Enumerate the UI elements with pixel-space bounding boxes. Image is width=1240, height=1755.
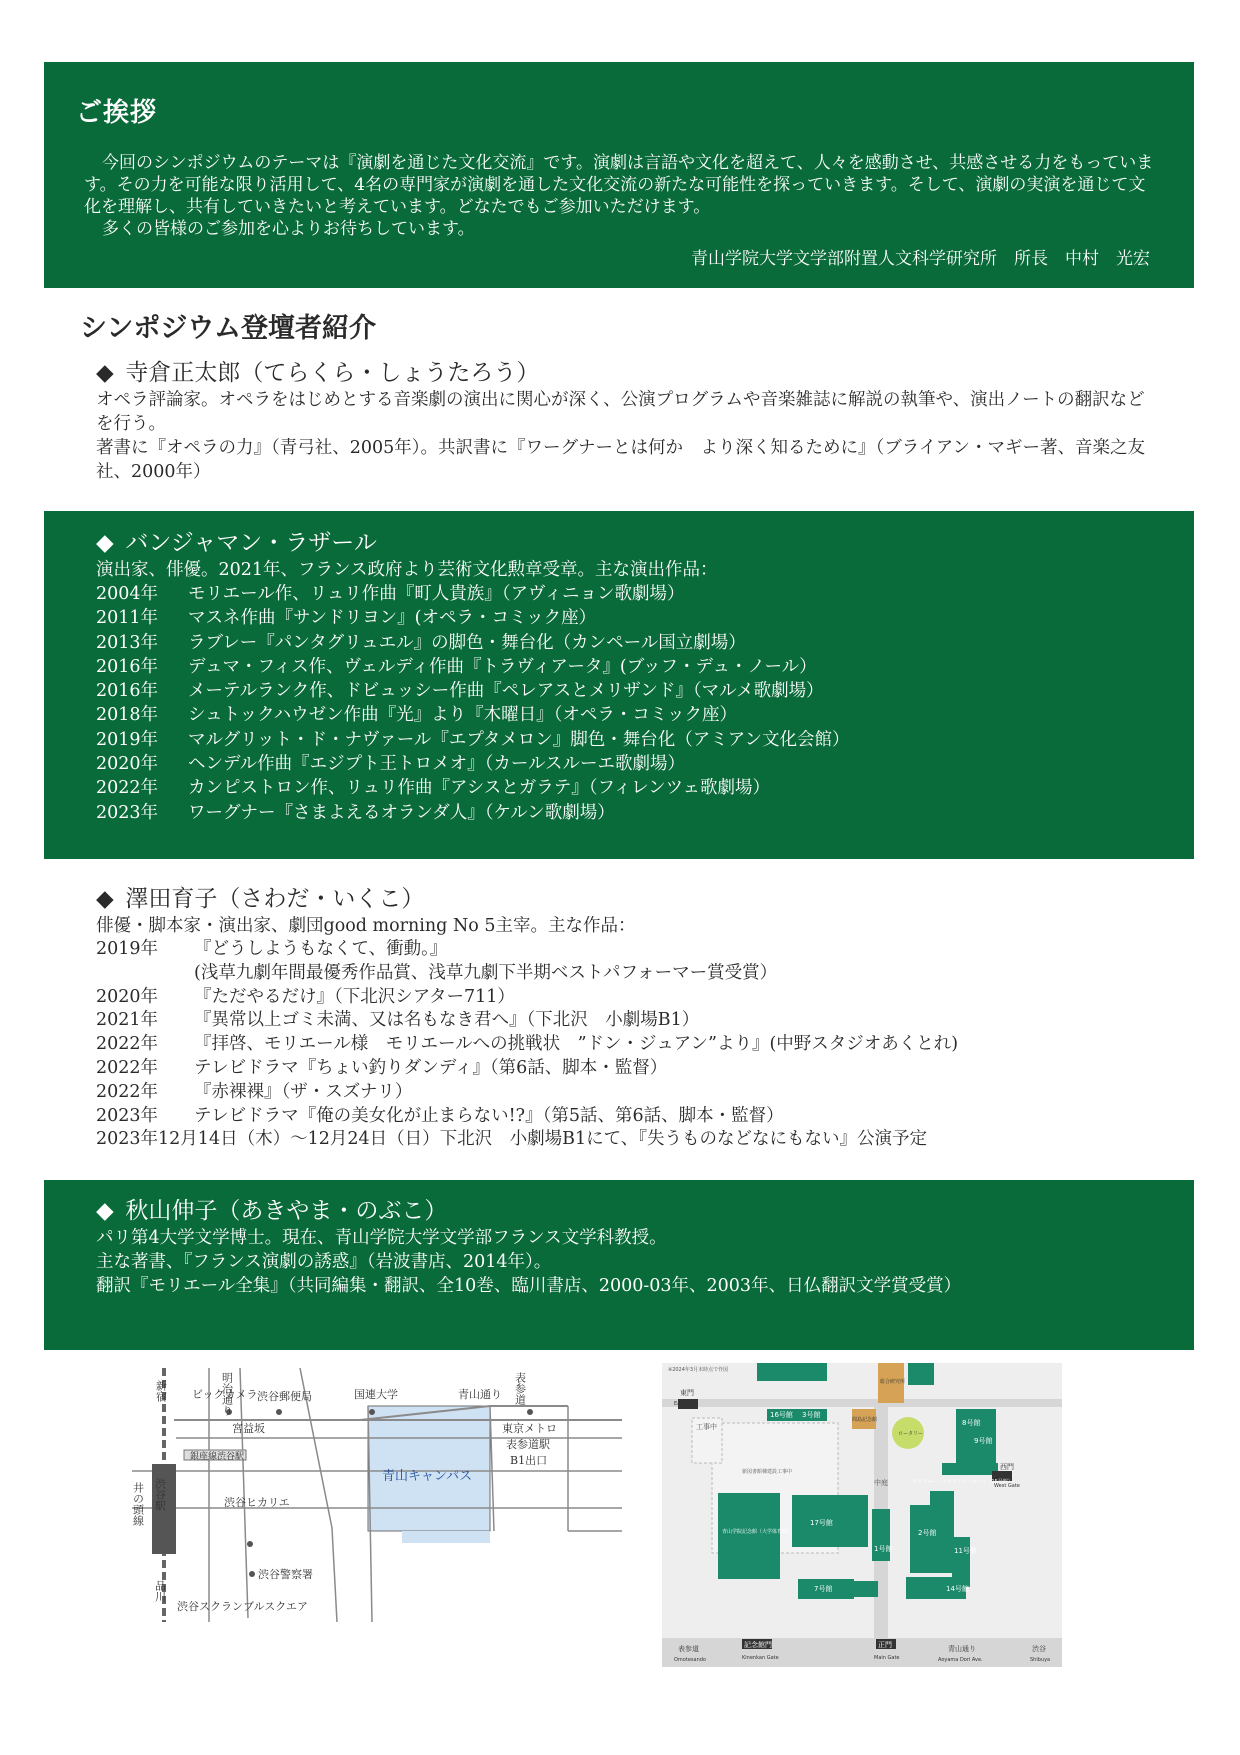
map-label: 渋谷: [1032, 1645, 1046, 1653]
list-item: 2019年 マルグリット・ド・ナヴァール『エプタメロン』脚色・舞台化（アミアン文化会館）: [96, 729, 850, 750]
map-label: 7号館: [814, 1585, 833, 1593]
map-label: 記念館門: [744, 1641, 772, 1649]
map-label: 渋谷警察署: [258, 1568, 313, 1581]
map-label: ロータリー: [898, 1431, 924, 1437]
diamond-icon: ◆: [96, 530, 114, 556]
speaker-lazar: [96, 528, 1156, 825]
greeting-body: [84, 152, 1154, 240]
speaker-intro: 演出家、俳優。2021年、フランス政府より芸術文化勲章受章。主な演出作品：: [96, 560, 718, 580]
list-item: 2020年 『ただやるだけ』（下北沢シアター711）: [96, 986, 515, 1007]
speaker-terakura: [96, 358, 1156, 484]
map-label: 11号館: [954, 1547, 977, 1555]
list-item: 2022年 『拝啓、モリエール様 モリエールへの挑戦状 ”ドン・ジュアン”より』(中野スタジオあくとれ): [96, 1034, 959, 1055]
map-label: 宮益坂: [232, 1422, 265, 1435]
list-item: 2018年 シュトックハウゼン作曲『光』より『木曜日』（オペラ・コミック座）: [96, 705, 737, 726]
building: [930, 1491, 954, 1513]
list-item: 2022年 カンピストロン作、リュリ作曲『アシスとガラテ』（フィレンツェ歌劇場）: [96, 778, 770, 799]
campus-map: [662, 1363, 1062, 1667]
speaker-intro: 俳優・脚本家・演出家、劇団good morning No 5主宰。主な作品：: [96, 916, 636, 936]
map-label: 青山キャンパス: [382, 1469, 473, 1484]
map-label: ビックカメラ: [192, 1388, 258, 1401]
works-list: [96, 582, 1156, 825]
map-label: 青山通り: [948, 1645, 976, 1653]
road: [240, 1368, 248, 1618]
map-label: 間島記念館: [852, 1417, 878, 1423]
building: [838, 1581, 878, 1597]
map-label: Aoyama Dori Ave.: [938, 1657, 983, 1663]
map-label: 正門: [878, 1641, 892, 1649]
map-label: 9号館: [974, 1437, 993, 1445]
list-item: 2022年 『赤裸裸』（ザ・スズナリ）: [96, 1081, 413, 1102]
road: [662, 1399, 1062, 1407]
location-dot: [276, 1409, 282, 1415]
map-label: 3号館: [802, 1411, 821, 1419]
map-label: 東門: [680, 1389, 694, 1397]
map-label: 1号館: [874, 1545, 893, 1553]
speaker-bio: 主な著書、『フランス演劇の誘惑』（岩波書店、2014年）。: [96, 1252, 552, 1272]
list-item: 2013年 ラブレー『パンタグリュエル』の脚色・舞台化（カンペール国立劇場）: [96, 632, 746, 653]
map-label: 総合研究所: [880, 1379, 906, 1385]
list-item: 2023年12月14日（木）～12月24日（日）下北沢 小劇場B1にて、『失うものなどなにもない』公演予定: [96, 1129, 927, 1150]
greeting-paragraph: 多くの皆様のご参加を心よりお待ちしています。: [102, 219, 475, 239]
map-label: 井の頭線: [132, 1482, 145, 1526]
speakers-section-title: シンポジウム登壇者紹介: [80, 313, 377, 344]
speaker-name: ◆ 寺倉正太郎（てらくら・しょうたろう）: [96, 360, 540, 386]
map-label: 17号館: [810, 1519, 833, 1527]
map-label: West Gate: [994, 1483, 1020, 1489]
map-label: Main Gate: [874, 1655, 900, 1661]
works-list: [96, 938, 1156, 1152]
list-item: 2023年 テレビドラマ『俺の美女化が止まらない!?』（第5話、第6話、脚本・監督）: [96, 1105, 784, 1126]
map-label: 表参道: [513, 1372, 527, 1405]
greeting-title: ご挨拶: [76, 98, 158, 128]
road: [332, 1528, 337, 1622]
road: [490, 1406, 494, 1531]
access-map: [132, 1368, 622, 1622]
speaker-bio: パリ第4大学文学博士。現在、青山学院大学文学部フランス文学科教授。: [96, 1228, 667, 1248]
building: [787, 1367, 827, 1381]
map-label: 明治通り: [220, 1372, 234, 1416]
map-label: 中庭: [874, 1479, 888, 1487]
map-label: 渋谷ヒカリエ: [224, 1496, 290, 1509]
map-label: East Gate: [674, 1401, 699, 1407]
list-item: (浅草九劇年間最優秀作品賞、浅草九劇下半期ベストパフォーマー賞受賞）: [194, 962, 778, 983]
list-item: 2020年 ヘンデル作曲『エジプト王トロメオ』（カールスルーエ歌劇場）: [96, 754, 685, 775]
map-note: ※2024年3月末時点で作図: [668, 1367, 729, 1373]
speaker-bio: オペラ評論家。オペラをはじめとする音楽劇の演出に関心が深く、公演プログラムや音楽雑誌に解説の執筆や、演出ノートの翻訳などを行う。: [96, 390, 1145, 434]
map-label: 東京メトロ: [502, 1422, 557, 1435]
speaker-akiyama: [96, 1196, 1156, 1298]
building: [942, 1463, 998, 1475]
building: [910, 1505, 954, 1573]
list-item: 2011年 マスネ作曲『サンドリヨン』(オペラ・コミック座）: [96, 608, 597, 629]
greeting-paragraph: 今回のシンポジウムのテーマは『演劇を通じた文化交流』です。演劇は言語や文化を超えて、人々を感動させ、共感させる力をもっています。その力を可能な限り活用して、4名の専門家が演劇を通した文化交流の新たな可能性を探っていきます。そして、演劇の実演を通じて文化を理解し、共有していきたいと考えています。どなたでもご参加いただけます。: [84, 153, 1154, 217]
map-label: 14号館: [946, 1585, 969, 1593]
list-item: 2021年 『異常以上ゴミ未満、又は名もなき君へ』（下北沢 小劇場B1）: [96, 1010, 700, 1031]
map-label: 国連大学: [354, 1388, 398, 1401]
speaker-name: ◆ 秋山伸子（あきやま・のぶこ）: [96, 1198, 448, 1224]
speaker-name: ◆ 澤田育子（さわだ・いくこ）: [96, 886, 425, 912]
building: [718, 1493, 780, 1579]
campus-area: [402, 1531, 490, 1543]
speaker-bio: 著書に『オペラの力』（青弓社、2005年）。共訳書に『ワーグナーとは何か より深く知るために』（ブライアン・マギー著、音楽之友社、2000年）: [96, 438, 1146, 482]
speaker-sawada: [96, 884, 1156, 1152]
map-label: 渋谷スクランブルスクエア: [177, 1600, 309, 1613]
list-item: 2004年 モリエール作、リュリ作曲『町人貴族』（アヴィニョン歌劇場）: [96, 584, 685, 604]
map-label: ガウチャー・メモリアル・ホール（15号館）: [912, 1479, 1013, 1485]
map-label: 2号館: [918, 1529, 937, 1537]
map-label: 16号館: [770, 1411, 793, 1419]
greeting-signature: 青山学院大学文学部附置人文科学研究所 所長 中村 光宏: [691, 249, 1150, 269]
speaker-bio: 翻訳『モリエール全集』（共同編集・翻訳、全10巻、臨川書店、2000-03年、2003年、日仏翻訳文学賞受賞）: [96, 1276, 962, 1296]
diamond-icon: ◆: [96, 886, 114, 912]
map-label: B1出口: [510, 1454, 548, 1467]
map-label: 青山通り: [458, 1388, 502, 1401]
list-item: 2016年 デュマ・フィス作、ヴェルディ作曲『トラヴィアータ』(ブッフ・デュ・ノール）: [96, 656, 817, 677]
speaker-name: ◆ バンジャマン・ラザール: [96, 530, 377, 556]
map-label: Shibuya: [1030, 1657, 1051, 1663]
map-label: 8号館: [962, 1419, 981, 1427]
map-label: 工事中: [696, 1423, 717, 1431]
map-label: 西門: [1000, 1463, 1014, 1471]
location-dot: [249, 1571, 255, 1577]
location-dot: [369, 1409, 375, 1415]
road: [662, 1638, 1062, 1667]
greeting-banner: [44, 62, 1194, 288]
map-label: 渋谷郵便局: [257, 1390, 312, 1403]
map-label: 品川: [153, 1580, 167, 1602]
map-label: Omotesando: [674, 1657, 706, 1663]
list-item: 2022年 テレビドラマ『ちょい釣りダンディ』（第6話、脚本・監督）: [96, 1057, 668, 1078]
diamond-icon: ◆: [96, 1198, 114, 1224]
map-label: 渋谷駅: [153, 1478, 167, 1511]
map-label: 青山学院記念館（大学体育館）: [722, 1529, 793, 1535]
location-dot: [247, 1541, 253, 1547]
building: [956, 1409, 996, 1463]
list-item: 2019年 『どうしようもなくて、衝動。』: [96, 939, 448, 959]
map-label: 表参道駅: [506, 1438, 550, 1451]
list-item: 2016年 メーテルランク作、ドビュッシー作曲『ペレアスとメリザンド』（マルメ歌劇場）: [96, 681, 824, 702]
map-label: 新図書館棟建設工事中: [742, 1469, 793, 1475]
list-item: 2023年 ワーグナー『さまよえるオランダ人』（ケルン歌劇場）: [96, 802, 615, 823]
location-dot: [527, 1409, 533, 1415]
map-label: 新宿: [154, 1380, 168, 1402]
map-label: 銀座線渋谷駅: [190, 1452, 245, 1462]
building: [908, 1363, 934, 1385]
map-label: Kinenkan Gate: [742, 1655, 779, 1661]
diamond-icon: ◆: [96, 360, 114, 386]
map-label: 表参道: [678, 1645, 699, 1653]
building: [872, 1509, 893, 1561]
